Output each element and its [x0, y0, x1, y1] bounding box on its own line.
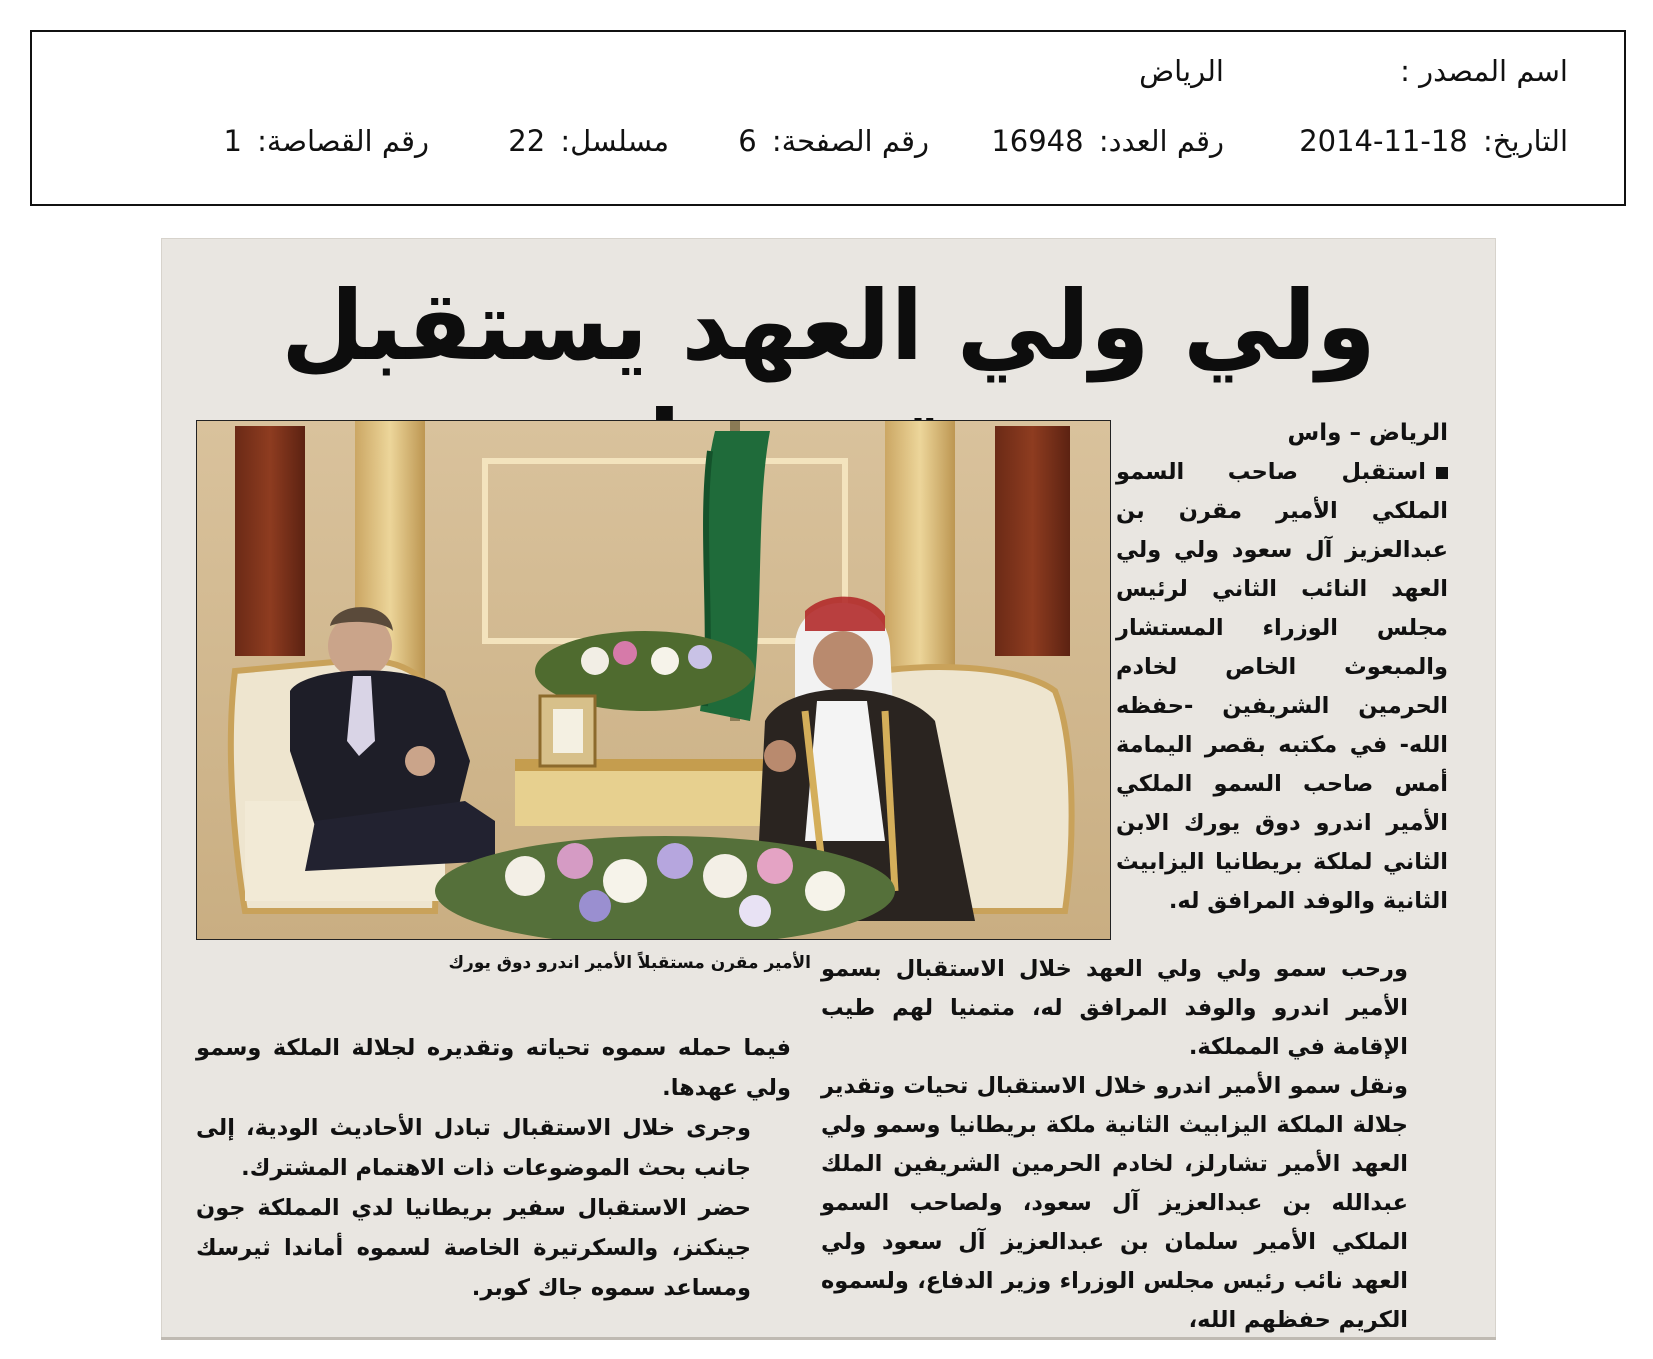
article-column-middle	[821, 950, 1448, 1340]
paragraph-attendees: حضر الاستقبال سفير بريطانيا لدي المملكة جون جينكنز، والسكرتيرة الخاصة لسموه أماندا ثيرسك ومساعد سموه جاك كوبر.	[196, 1195, 751, 1301]
bullet-square-icon	[1436, 467, 1448, 479]
paragraph-continuation: فيما حمله سموه تحياته وتقديره لجلالة الملكة وسمو ولي عهدها.	[196, 1035, 791, 1101]
article-photo	[196, 420, 1111, 940]
issue-value: 16948	[991, 124, 1084, 158]
date-field	[1299, 124, 1568, 158]
bottom-rule	[161, 1337, 1496, 1340]
page-field	[738, 124, 929, 158]
page-value: 6	[738, 124, 757, 158]
date-label: التاريخ:	[1482, 124, 1568, 158]
dateline: الرياض – واس	[1287, 420, 1448, 446]
newspaper-clipping	[161, 238, 1496, 1340]
serial-value: 22	[508, 124, 546, 158]
date-value: 2014-11-18	[1299, 124, 1468, 158]
issue-field	[991, 124, 1224, 158]
issue-label: رقم العدد:	[1098, 124, 1224, 158]
article-column-right	[1116, 414, 1448, 921]
photo-illustration	[196, 421, 1110, 940]
source-value: الرياض	[1139, 54, 1224, 88]
paragraph-talks: وجرى خلال الاستقبال تبادل الأحاديث الودية، إلى جانب بحث الموضوعات ذات الاهتمام المشترك.	[196, 1115, 751, 1181]
source-field	[1394, 54, 1568, 88]
clipping-metadata-box	[30, 30, 1626, 206]
clip-value: 1	[223, 124, 242, 158]
page-label: رقم الصفحة:	[771, 124, 929, 158]
paragraph-greetings: ونقل سمو الأمير اندرو خلال الاستقبال تحيات وتقدير جلالة الملكة اليزابيث الثانية ملكة بريطانيا وسمو ولي العهد الأمير تشارلز، لخادم الحرمين الشريفين الملك عبدالله بن عبدالعزيز آل سعود، ولصاحب السمو الملكي الأمير سلمان بن عبدالعزيز آل سعود ولي العهد نائب رئيس مجلس الوزراء وزير الدفاع، ولسموه الكريم حفظهم الله،	[821, 1073, 1408, 1333]
serial-label: مسلسل:	[560, 124, 669, 158]
article-headline: ولي ولي العهد يستقبل	[281, 270, 1376, 382]
article-column-left	[196, 1028, 791, 1308]
paragraph-welcome: ورحب سمو ولي ولي العهد خلال الاستقبال بسمو الأمير اندرو والوفد المرافق له، متمنيا لهم طيب الإقامة في المملكة.	[821, 956, 1408, 1060]
lead-text: استقبل صاحب السمو الملكي الأمير مقرن بن عبدالعزيز آل سعود ولي ولي العهد النائب الثاني لرئيس مجلس الوزراء المستشار والمبعوث الخاص لخادم الحرمين الشريفين -حفظه الله- في مكتبه بقصر اليمامة أمس صاحب السمو الملكي الأمير اندرو دوق يورك الابن الثاني لملكة بريطانيا اليزابيث الثانية والوفد المرافق له.	[1116, 459, 1448, 914]
photo-caption: الأمير مقرن مستقبلاً الأمير اندرو دوق يورك	[448, 953, 811, 973]
clip-field	[223, 124, 429, 158]
source-label: اسم المصدر :	[1400, 54, 1568, 88]
lead-paragraph	[1116, 453, 1448, 921]
serial-field	[508, 124, 669, 158]
clip-label: رقم القصاصة:	[257, 124, 429, 158]
